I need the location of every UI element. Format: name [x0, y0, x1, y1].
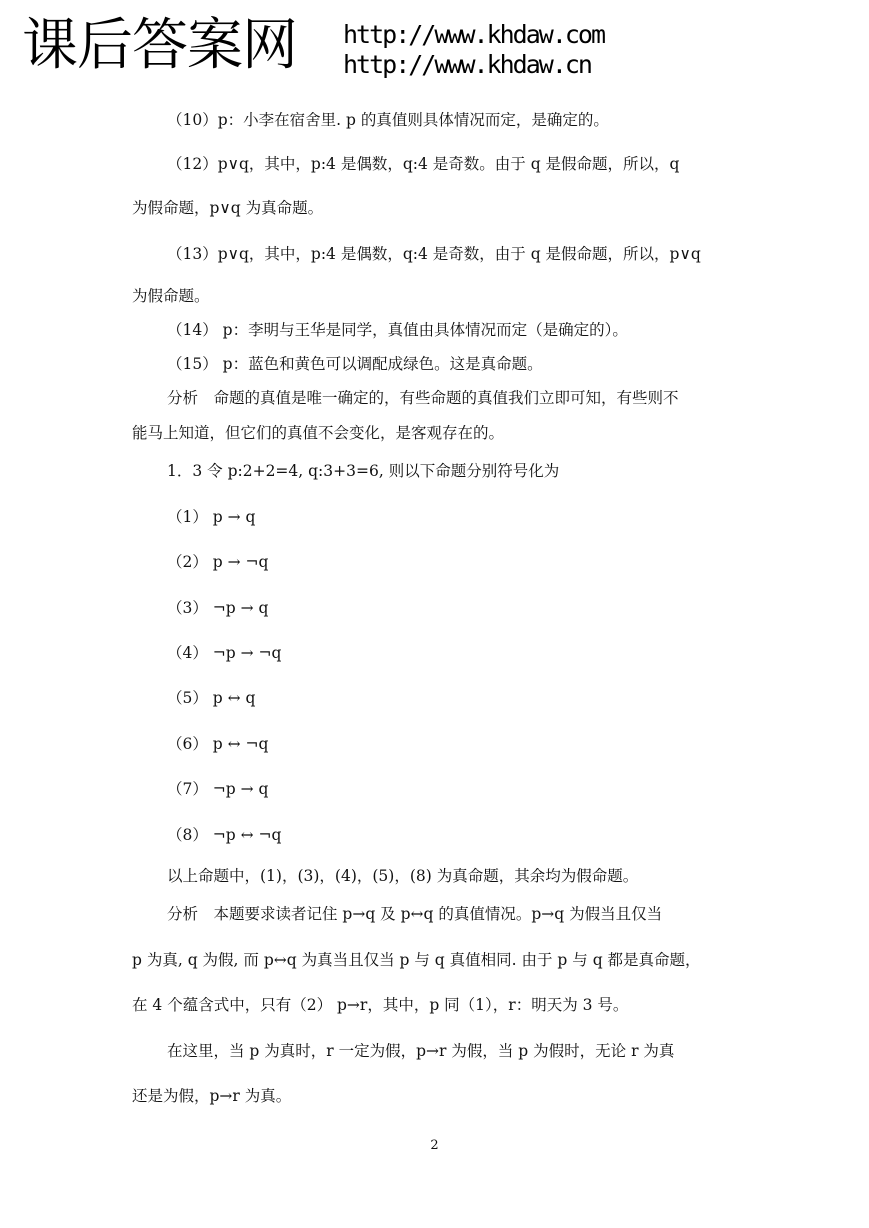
line-14: （14） p：李明与王华是同学，真值由具体情况而定（是确定的）。 — [167, 321, 628, 339]
formula-6: （6） p ↔ ¬q — [167, 735, 269, 753]
formula-8: （8） ¬p ↔ ¬q — [167, 826, 282, 844]
formula-1: （1） p → q — [167, 508, 256, 526]
analysis-1a: 分析 命题的真值是唯一确定的，有些命题的真值我们立即可知，有些则不 — [167, 389, 679, 407]
analysis-2c: 在 4 个蕴含式中，只有（2） p→r，其中，p 同（1），r：明天为 3 号。 — [132, 996, 629, 1014]
page-number: 2 — [430, 1138, 439, 1153]
analysis-2d: 在这里，当 p 为真时，r 一定为假，p→r 为假，当 p 为假时，无论 r 为真 — [167, 1042, 675, 1060]
line-13a: （13）p∨q，其中，p:4 是偶数，q:4 是奇数，由于 q 是假命题，所以，p∨q — [167, 245, 701, 263]
formula-4: （4） ¬p → ¬q — [167, 644, 282, 662]
site-logo: 课后答案网 — [22, 13, 297, 78]
analysis-2e: 还是为假，p→r 为真。 — [132, 1087, 292, 1105]
line-12a: （12）p∨q，其中，p:4 是偶数，q:4 是奇数。由于 q 是假命题，所以，q — [167, 155, 680, 173]
formula-3: （3） ¬p → q — [167, 599, 269, 617]
problem-1-3: 1．3 令 p:2+2=4, q:3+3=6, 则以下命题分别符号化为 — [167, 462, 560, 480]
formula-2: （2） p → ¬q — [167, 553, 269, 571]
analysis-2a: 分析 本题要求读者记住 p→q 及 p↔q 的真值情况。p→q 为假当且仅当 — [167, 905, 663, 923]
analysis-2b: p 为真, q 为假, 而 p↔q 为真当且仅当 p 与 q 真值相同. 由于 p 与 q 都是真命题， — [132, 951, 701, 969]
analysis-1b: 能马上知道，但它们的真值不会变化，是客观存在的。 — [132, 424, 505, 442]
line-15: （15） p：蓝色和黄色可以调配成绿色。这是真命题。 — [167, 355, 543, 373]
line-12b: 为假命题，p∨q 为真命题。 — [132, 199, 324, 217]
url-cn[interactable]: http://www.khdaw.cn — [343, 50, 591, 79]
line-10: （10）p：小李在宿舍里. p 的真值则具体情况而定，是确定的。 — [167, 111, 609, 129]
line-13b: 为假命题。 — [132, 287, 210, 305]
conclusion: 以上命题中，(1)，(3)，(4)，(5)，(8) 为真命题，其余均为假命题。 — [167, 867, 639, 885]
header-urls — [343, 20, 604, 80]
formula-7: （7） ¬p → q — [167, 780, 269, 798]
url-com[interactable]: http://www.khdaw.com — [343, 20, 605, 49]
formula-5: （5） p ↔ q — [167, 689, 256, 707]
